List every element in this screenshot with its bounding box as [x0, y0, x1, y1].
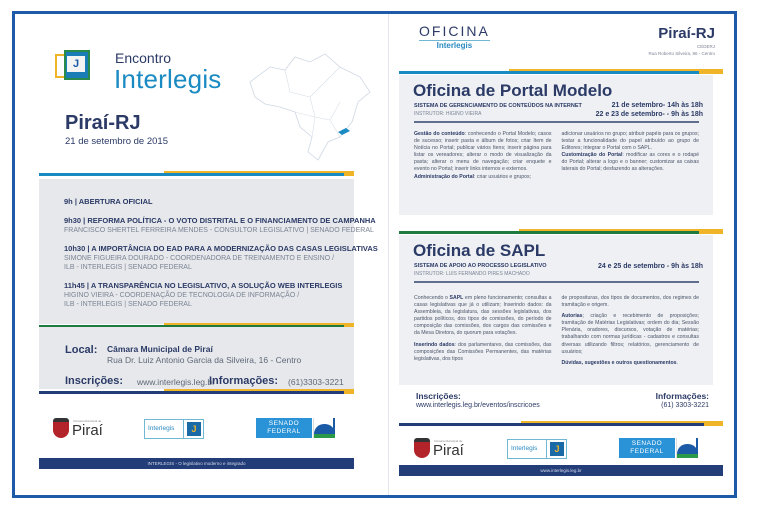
- pirai-logo: Câmara Municipal de Piraí: [414, 438, 474, 460]
- right-page: [389, 14, 737, 495]
- portal-system: SISTEMA DE GERENCIAMENTO DE CONTEÚDOS NA INTERNET: [414, 103, 582, 109]
- info-label: Informações:: [655, 391, 709, 401]
- sapl-system: SISTEMA DE APOIO AO PROCESSO LEGISLATIVO: [414, 263, 547, 269]
- agenda-item: 10h30 | A IMPORTÂNCIA DO EAD PARA A MODERNIZAÇÃO DAS CASAS LEGISLATIVAS SIMONE FIGUEIRA DOURADO - COORDENADORA DE TREINAMENTO E ENSINO / ILB - INTERLEGIS | SENADO FEDERAL: [64, 244, 378, 271]
- footer-link-bar[interactable]: www.interlegis.leg.br: [399, 465, 723, 476]
- pirai-logo: Câmara Municipal de Piraí: [53, 418, 113, 440]
- left-page: [15, 14, 388, 495]
- interlegis-logo: Interlegis J: [507, 439, 567, 459]
- interlegis-j-icon: J: [550, 442, 564, 456]
- decorative-bar: [399, 421, 723, 425]
- decorative-bar: [399, 229, 723, 233]
- interlegis-logo: Interlegis J: [144, 419, 204, 439]
- portal-modelo-panel: [399, 75, 713, 215]
- brochure-frame: [12, 11, 737, 498]
- brazil-map-icon: [240, 42, 380, 167]
- panel-rule: [414, 121, 699, 123]
- sapl-title: Oficina de SAPL: [413, 241, 546, 260]
- senado-federal-logo: SENADO FEDERAL: [619, 438, 699, 458]
- portal-date-1: 21 de setembro- 14h às 18h: [611, 102, 703, 109]
- pirai-crest-icon: [414, 438, 430, 458]
- senado-federal-logo: SENADO FEDERAL: [256, 418, 336, 438]
- senado-dome-icon: [313, 418, 335, 438]
- sapl-date: 24 e 25 de setembro - 9h às 18h: [597, 263, 703, 270]
- info-phone: (61) 3303-3221: [661, 402, 709, 409]
- agenda-item: 9h30 | REFORMA POLÍTICA - O VOTO DISTRITAL E O FINANCIAMENTO DE CAMPANHA FRANCISCO SHERTEL FERREIRA MENDES - CONSULTOR LEGISLATIVO | SENADO FEDERAL: [64, 216, 376, 234]
- workshop-city: Piraí-RJ: [658, 25, 715, 42]
- info-phone: (61)3303-3221: [288, 377, 344, 387]
- registration-label: Inscrições:: [65, 375, 124, 387]
- workshop-place: CEDERJ: [696, 44, 715, 49]
- portal-column-1: Gestão do conteúdo: conhecendo o Portal Modelo; casos de sucesso; inserir pasta e álbum de fotos; criar Item de Notícia no Portal; publicar vários Itens; inserir página para listar os vereadores; alterar o modo de visualização da pasta; alterar o menu de navegação; criar enquete e evento no Portal; inserir links internos e externos. Administração do Portal: criar usuários e grupos;: [414, 131, 552, 180]
- decorative-bar: [39, 171, 354, 175]
- oficina-logo: OFICINA Interlegis: [419, 23, 490, 50]
- sapl-column-2: de proposituras, dos tipos de documentos, dos regimes de tramitação e origem. Autorias; criação e recebimento de proposições; tramitação de Matérias Legislativas; ordem do dia; Sessão Plenária, oradores, discursos, votação de matérias; trabalhando com normas jurídicas - cadastros e consultas diversas utilizando filtros; relatórios, gerenciamento de usuários; Dúvidas, sugestões e outros questionamentos.: [561, 295, 699, 366]
- event-date: 21 de setembro de 2015: [65, 136, 168, 147]
- portal-column-2: adicionar usuários no grupo; atribuir papéis para os grupos; testar a funcionalidade do papel atribuído ao grupo de Editores; integrar o Portal com o SAPL. Customização do Portal: modificar as cores e o rodapé do Portal; alterar a logo e o banner; customizar as caixas laterais do Portal; desfazendo as alterações.: [561, 131, 699, 173]
- info-label: Informações:: [209, 375, 279, 387]
- venue-name: Câmara Municipal de Piraí: [107, 344, 213, 354]
- event-title-line1: Encontro: [115, 50, 172, 66]
- registration-link[interactable]: www.interlegis.leg.br/eventos/inscricoes: [416, 402, 540, 409]
- interlegis-j-logo-icon: J: [55, 50, 115, 90]
- registration-link[interactable]: www.interlegis.leg.br: [137, 377, 215, 387]
- decorative-bar: [399, 69, 723, 73]
- interlegis-j-icon: J: [187, 422, 201, 436]
- sapl-instructor: INSTRUTOR: LUIS FERNANDO PIRES MACHADO: [414, 271, 530, 277]
- senado-dome-icon: [676, 438, 698, 458]
- sapl-column-1: Conhecendo o SAPL em pleno funcionamento; consultas a casas legislativas que já o utilizam; Inserindo dados: da Assembleia, da legislatura, das sessões legislativas, dos partidos políticos, dos tipos de comissões, do período de composição das comissões, dos cargos das comissões e da Mesa Diretora, do quorum para votações. Inserindo dados: dos parlamentares, das comissões, das composições das Comissões Permanentes, das matérias legislativas, dos tipos: [414, 295, 552, 362]
- footer-bar: INTERLEGIS - O legislativo moderno e integrado: [39, 458, 354, 469]
- event-city: Piraí-RJ: [65, 112, 141, 134]
- event-title-line2: Interlegis: [114, 64, 222, 94]
- portal-title: Oficina de Portal Modelo: [413, 81, 613, 100]
- venue-address: Rua Dr. Luiz Antonio Garcia da Silveira, 16 - Centro: [107, 355, 302, 365]
- registration-label: Inscrições:: [416, 391, 461, 401]
- agenda-panel: [39, 179, 378, 324]
- portal-date-2: 22 e 23 de setembro- - 9h às 18h: [595, 111, 703, 118]
- workshop-address: Rua Roberto Silveira, 86 - Centro: [648, 51, 715, 56]
- sapl-panel: [399, 235, 713, 385]
- decorative-bar: [39, 389, 354, 393]
- pirai-crest-icon: [53, 418, 69, 438]
- agenda-item: 9h | ABERTURA OFICIAL: [64, 197, 153, 206]
- portal-instructor: INSTRUTOR: HIGINO VIEIRA: [414, 111, 482, 117]
- panel-rule: [414, 281, 699, 283]
- local-label: Local:: [65, 344, 98, 356]
- agenda-item: 11h45 | A TRANSPARÊNCIA NO LEGISLATIVO, A SOLUÇÃO WEB INTERLEGIS HIGINO VIEIRA - COORDENAÇÃO DE TECNOLOGIA DE INFORMAÇÃO / ILB - INTERLEGIS | SENADO FEDERAL: [64, 281, 343, 308]
- venue-panel: [39, 327, 354, 389]
